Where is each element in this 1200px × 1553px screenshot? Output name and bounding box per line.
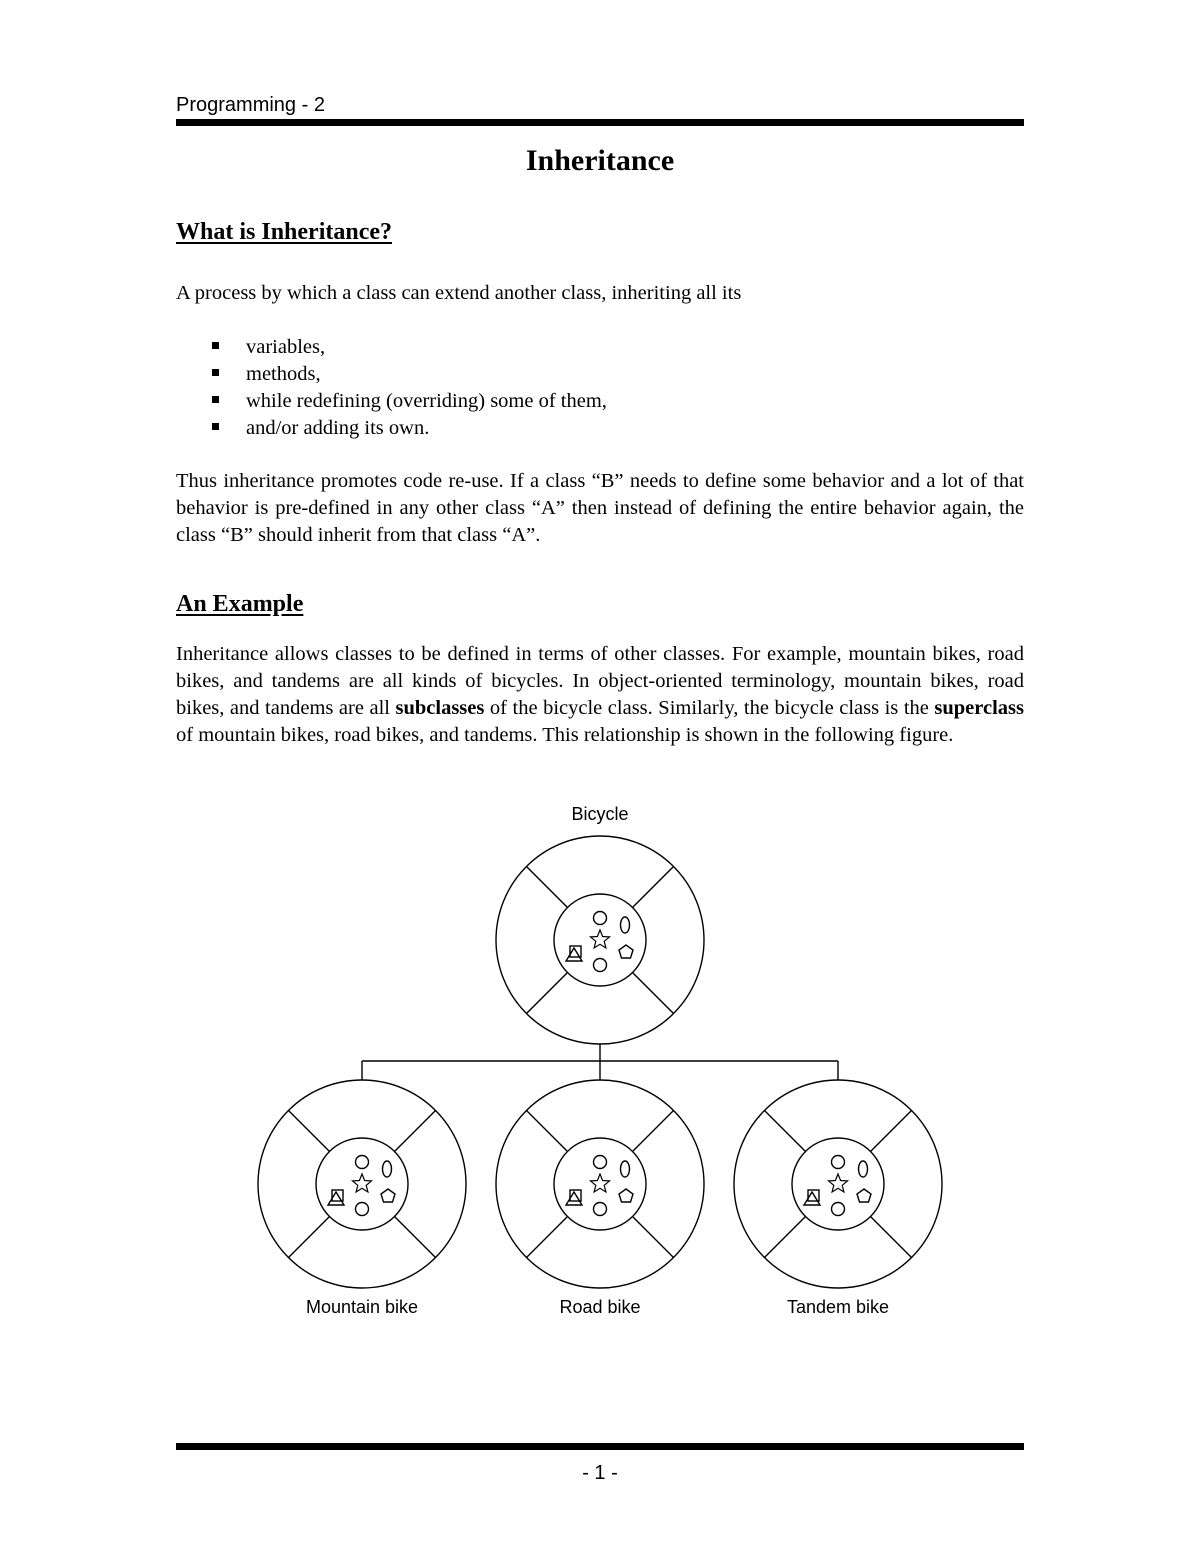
square-bullet-icon — [212, 423, 219, 430]
inheritance-diagram — [240, 795, 960, 1335]
road-bike-label: Road bike — [559, 1297, 641, 1317]
intro-paragraph: A process by which a class can extend another class, inheriting all its — [176, 282, 742, 304]
list-item: variables, — [210, 334, 607, 361]
square-bullet-icon — [212, 342, 219, 349]
footer-rule — [176, 1443, 1024, 1450]
list-item: methods, — [210, 361, 607, 388]
term-superclass: superclass — [934, 697, 1025, 719]
header-rule — [176, 119, 1024, 126]
mountain-bike-class-object — [258, 1080, 466, 1288]
running-header: Programming - 2 — [176, 94, 325, 116]
mountain-bike-label: Mountain bike — [305, 1297, 419, 1317]
page-title: Inheritance — [525, 144, 675, 177]
section-heading-what-is-inheritance: What is Inheritance? — [176, 219, 392, 245]
square-bullet-icon — [212, 369, 219, 376]
inheritance-connectors — [362, 1044, 838, 1080]
tandem-bike-class-object — [734, 1080, 942, 1288]
bicycle-label: Bicycle — [571, 804, 629, 824]
term-subclasses: subclasses — [395, 697, 485, 719]
example-paragraph: Inheritance allows classes to be defined in terms of other classes. For example, mountain bikes, road bikes, and tandems are all kinds of bicycles. In object-oriented terminology, mountain bikes, road bikes, and tandems are all subclasses of the bicycle class. Similarly, the bicycle class is the superclass of mountain bikes, road bikes, and tandems. This relationship is shown in the following figure. — [176, 643, 1025, 746]
list-item: while redefining (overriding) some of them, — [210, 388, 607, 415]
code-reuse-paragraph: Thus inheritance promotes code re-use. If a class “B” needs to define some behavior and a lot of that behavior is pre-defined in any other class “A” then instead of defining the entire behavior again, the class “B” should inherit from that class “A”. — [176, 470, 1024, 546]
section-heading-an-example: An Example — [176, 591, 304, 617]
bicycle-class-object — [496, 836, 704, 1044]
square-bullet-icon — [212, 396, 219, 403]
tandem-bike-label: Tandem bike — [786, 1297, 890, 1317]
list-item: and/or adding its own. — [210, 415, 607, 442]
road-bike-class-object — [496, 1080, 704, 1288]
page-number: - 1 - — [582, 1462, 618, 1484]
inherited-members-list — [210, 334, 607, 442]
